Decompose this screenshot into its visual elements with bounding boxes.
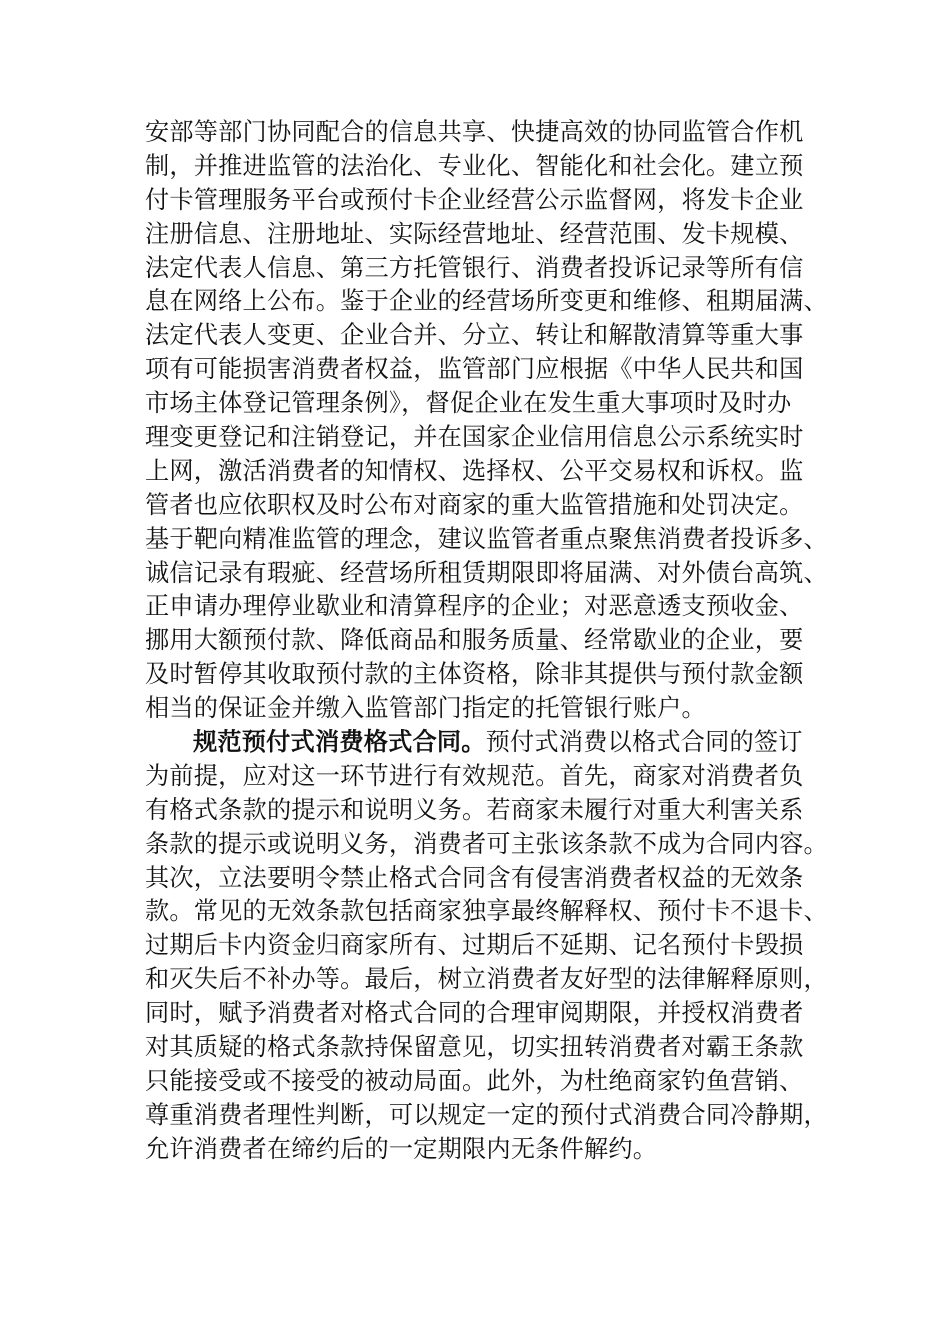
- text-line: 和灭失后不补办等。最后，树立消费者友好型的法律解释原则，: [145, 965, 828, 994]
- body-text: [145, 116, 828, 1167]
- paragraph-2: [145, 726, 828, 1167]
- text-line: 同时，赋予消费者对格式合同的合理审阅期限，并授权消费者: [145, 999, 804, 1028]
- text-line: 理变更登记和注销登记，并在国家企业信用信息公示系统实时: [145, 423, 804, 452]
- text-line: 对其质疑的格式条款持保留意见，切实扭转消费者对霸王条款: [145, 1033, 804, 1062]
- paragraph-first-line-text: 预付式消费以格式合同的签订: [485, 728, 803, 757]
- text-line: 市场主体登记管理条例》，督促企业在发生重大事项时及时办: [145, 389, 792, 418]
- text-line: 只能接受或不接受的被动局面。此外，为杜绝商家钓鱼营销、: [145, 1066, 804, 1095]
- text-line: 款。常见的无效条款包括商家独享最终解释权、预付卡不退卡、: [145, 897, 828, 926]
- paragraph-1: [145, 116, 828, 726]
- text-line: 注册信息、注册地址、实际经营地址、经营范围、发卡规模、: [145, 219, 804, 248]
- text-line: 基于靶向精准监管的理念，建议监管者重点聚焦消费者投诉多、: [145, 524, 828, 553]
- text-line: 有格式条款的提示和说明义务。若商家未履行对重大利害关系: [145, 795, 804, 824]
- text-line: 相当的保证金并缴入监管部门指定的托管银行账户。: [145, 694, 706, 723]
- text-line: 上网，激活消费者的知情权、选择权、公平交易权和诉权。监: [145, 456, 804, 485]
- text-line: 法定代表人变更、企业合并、分立、转让和解散清算等重大事: [145, 321, 804, 350]
- text-line: 项有可能损害消费者权益，监管部门应根据《中华人民共和国: [145, 355, 804, 384]
- text-line: 息在网络上公布。鉴于企业的经营场所变更和维修、租期届满、: [145, 287, 828, 316]
- text-line: 挪用大额预付款、降低商品和服务质量、经常歇业的企业，要: [145, 626, 804, 655]
- text-line: 诚信记录有瑕疵、经营场所租赁期限即将届满、对外债台高筑、: [145, 558, 828, 587]
- text-line: 允许消费者在缔约后的一定期限内无条件解约。: [145, 1134, 658, 1163]
- text-line: 安部等部门协同配合的信息共享、快捷高效的协同监管合作机: [145, 118, 804, 146]
- text-line: 其次，立法要明令禁止格式合同含有侵害消费者权益的无效条: [145, 863, 804, 892]
- text-line: 为前提，应对这一环节进行有效规范。首先，商家对消费者负: [145, 761, 804, 790]
- paragraph-first-line: [145, 726, 815, 760]
- text-line: 制，并推进监管的法治化、专业化、智能化和社会化。建立预: [145, 151, 804, 180]
- text-line: 正申请办理停业歇业和清算程序的企业；对恶意透支预收金、: [145, 592, 804, 621]
- text-line: 法定代表人信息、第三方托管银行、消费者投诉记录等所有信: [145, 253, 804, 282]
- text-line: 过期后卡内资金归商家所有、过期后不延期、记名预付卡毁损: [145, 931, 804, 960]
- text-line: 尊重消费者理性判断，可以规定一定的预付式消费合同冷静期，: [145, 1100, 828, 1129]
- text-line: 条款的提示或说明义务，消费者可主张该条款不成为合同内容。: [145, 829, 828, 858]
- paragraph-heading: 规范预付式消费格式合同。: [193, 728, 486, 757]
- text-line: 管者也应依职权及时公布对商家的重大监管措施和处罚决定。: [145, 490, 804, 519]
- text-line: 及时暂停其收取预付款的主体资格，除非其提供与预付款金额: [145, 660, 804, 689]
- text-line: 付卡管理服务平台或预付卡企业经营公示监督网，将发卡企业: [145, 185, 804, 214]
